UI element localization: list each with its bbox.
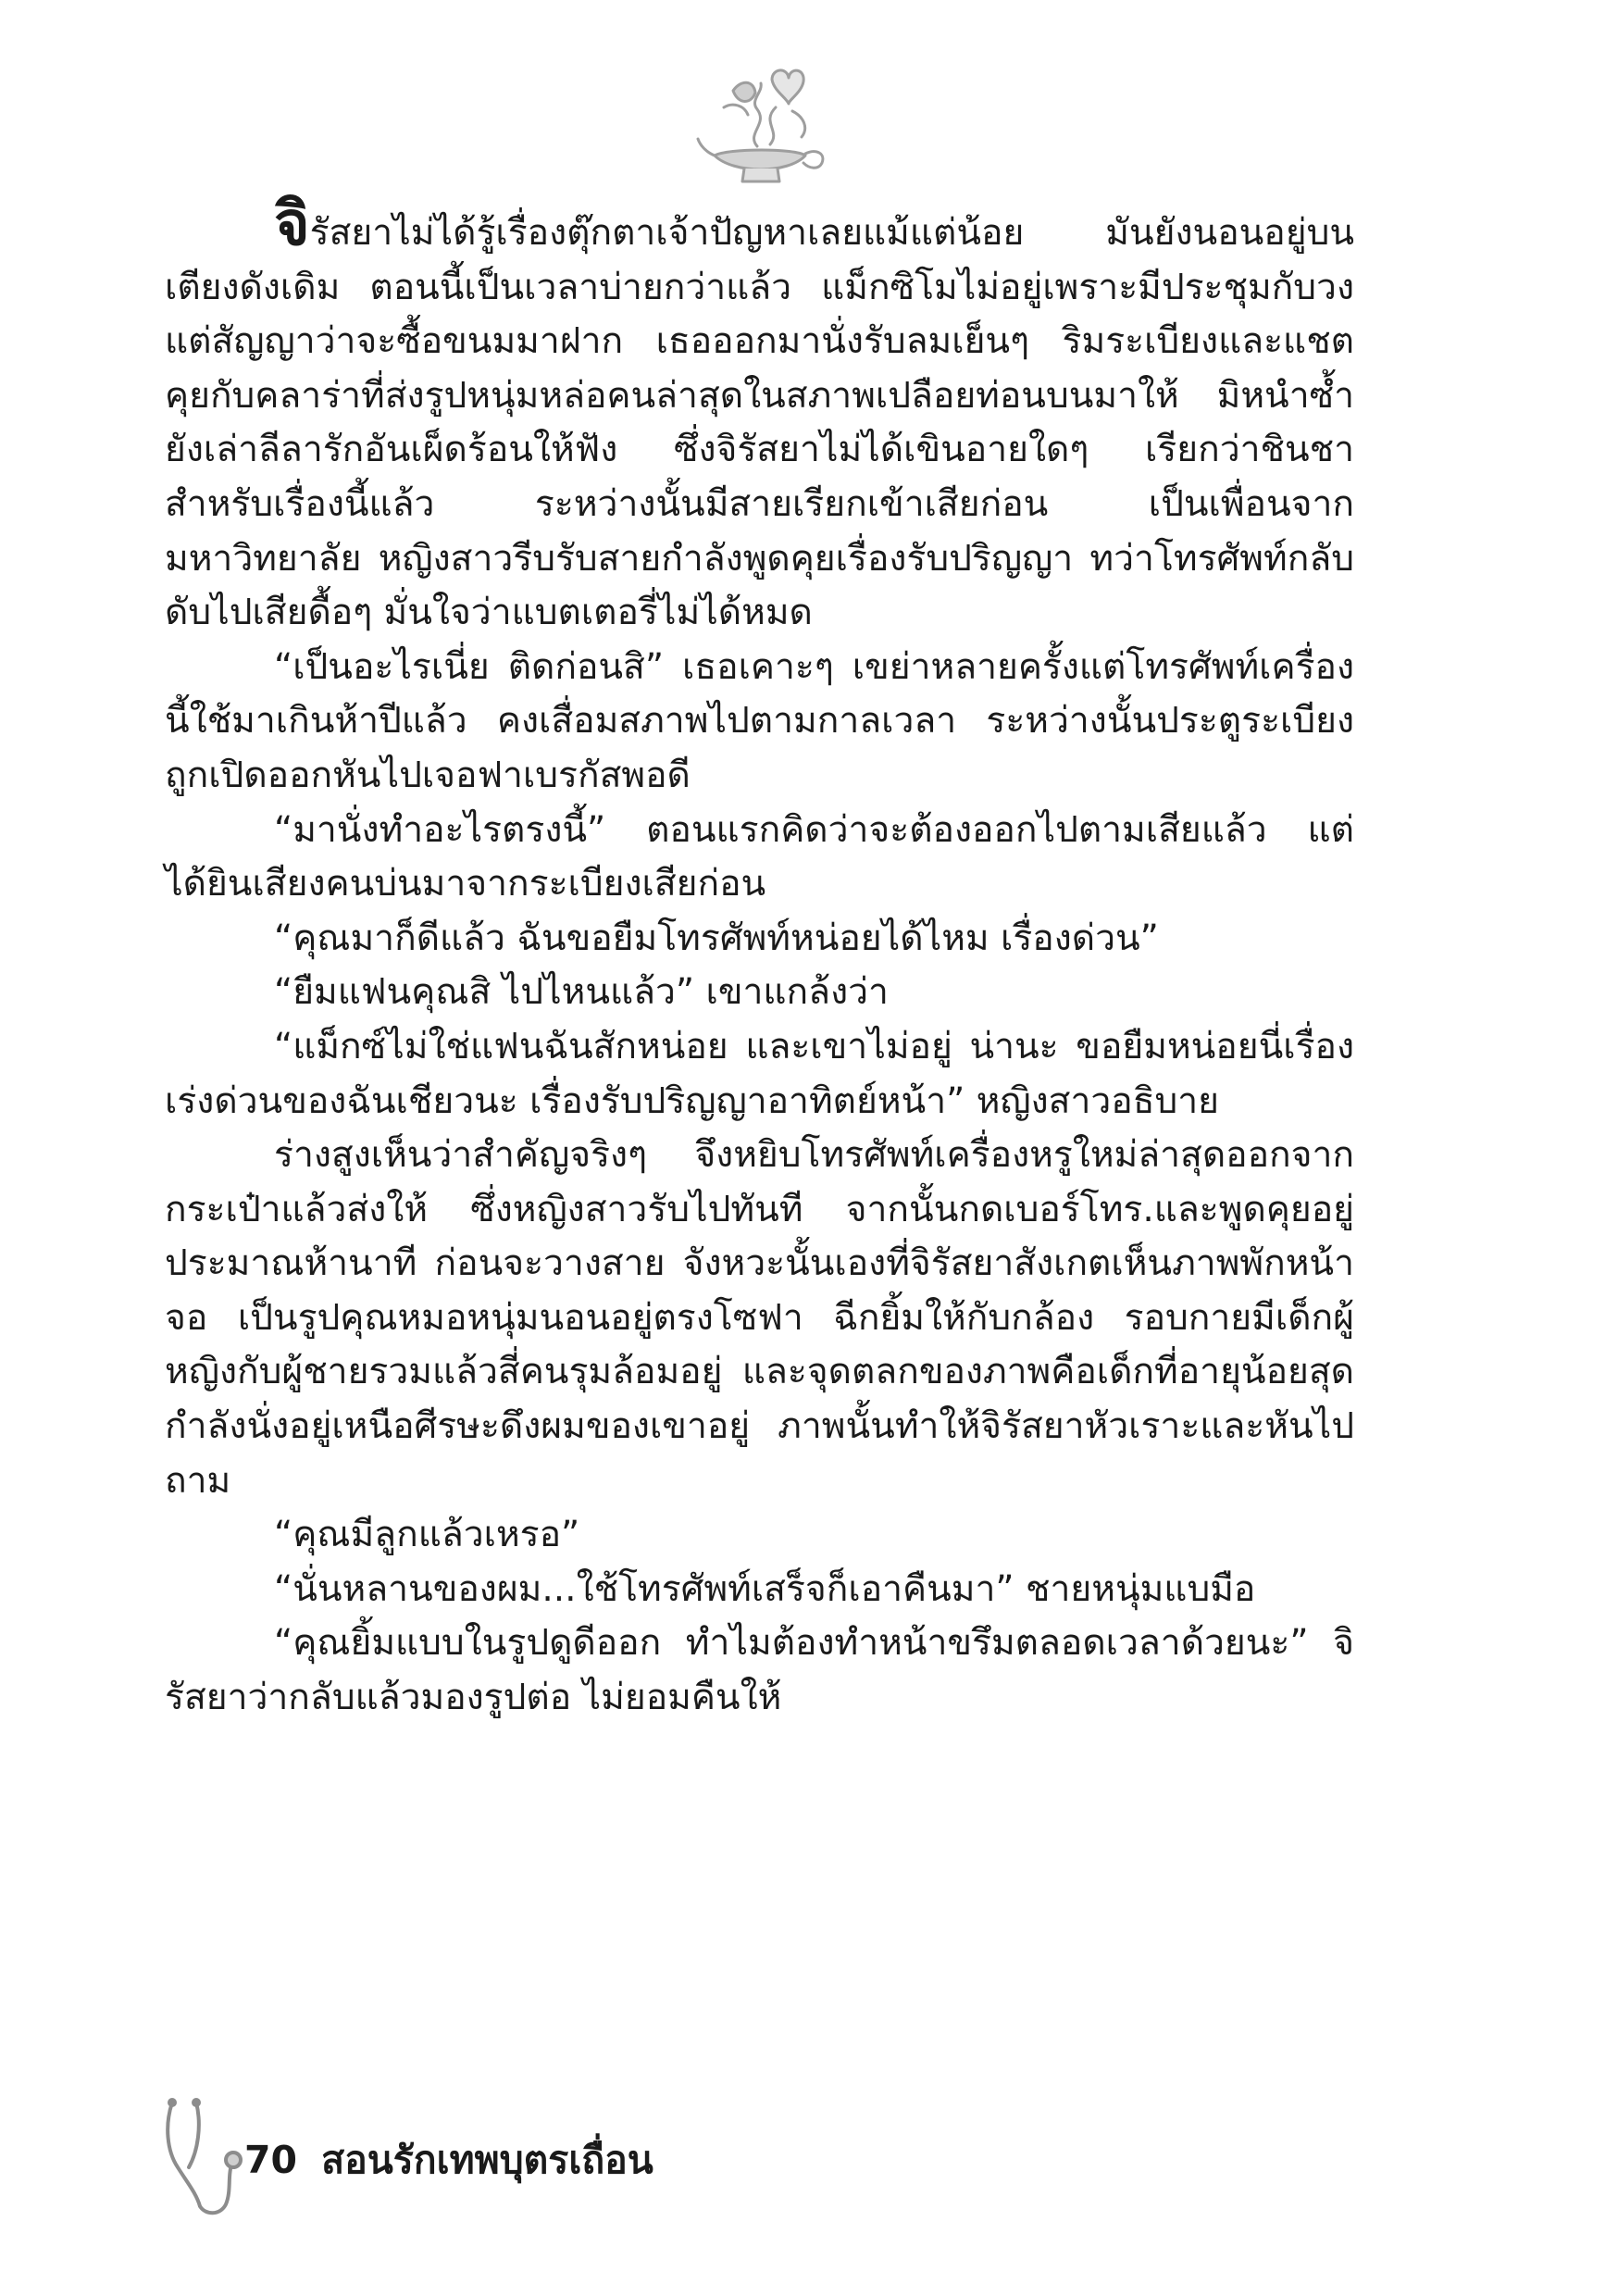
- book-title: สอนรักเทพบุตรเถื่อน: [321, 2138, 653, 2182]
- page-footer: [159, 2097, 900, 2217]
- paragraph-9: “นั่นหลานของผม...ใช้โทรศัพท์เสร็จก็เอาคืนมา” ชายหนุ่มแบมือ: [274, 1567, 1256, 1610]
- page-number: 70: [244, 2138, 298, 2182]
- paragraph-2: “เป็นอะไรเนี่ย ติดก่อนสิ” เธอเคาะๆ เขย่าหลายครั้งแต่โทรศัพท์เครื่องนี้ใช้มาเกินห้าปีแล้ว คงเสื่อมสภาพไปตามกาลเวลา ระหว่างนั้นประตูระเบียงถูกเปิดออกหันไปเจอฟาเบรกัสพอดี: [165, 645, 1354, 796]
- body-text: [165, 188, 1354, 1726]
- lamp-cherub-ornament-icon: [696, 52, 835, 191]
- paragraph-1-text: รัสยาไม่ได้รู้เรื่องตุ๊กตาเจ้าปัญหาเลยแม้แต่น้อย มันยังนอนอยู่บนเตียงดังเดิม ตอนนี้เป็นเวลาบ่ายกว่าแล้ว แม็กซิโมไม่อยู่เพราะมีประชุมกับวง แต่สัญญาว่าจะซื้อขนมมาฝาก เธอออกมานั่งรับลมเย็นๆ ริมระเบียงและแชตคุยกับคลาร่าที่ส่งรูปหนุ่มหล่อคนล่าสุดในสภาพเปลือยท่อนบนมาให้ มิหนำซ้ำยังเล่าลีลารักอันเผ็ดร้อนให้ฟัง ซึ่งจิรัสยาไม่ได้เขินอายใดๆ เรียกว่าชินชาสำหรับเรื่องนี้แล้ว ระหว่างนั้นมีสายเรียกเข้าเสียก่อน เป็นเพื่อนจากมหาวิทยาลัย หญิงสาวรีบรับสายกำลังพูดคุยเรื่องรับปริญญา ทว่าโทรศัพท์กลับดับไปเสียดื้อๆ มั่นใจว่าแบตเตอรี่ไม่ได้หมด: [165, 212, 1354, 634]
- paragraph-4: “คุณมาก็ดีแล้ว ฉันขอยืมโทรศัพท์หน่อยได้ไหม เรื่องด่วน”: [274, 917, 1159, 959]
- paragraph-5: “ยืมแฟนคุณสิ ไปไหนแล้ว” เขาแกล้งว่า: [274, 971, 889, 1014]
- drop-cap: จิ: [274, 188, 310, 259]
- paragraph-1: [165, 188, 1354, 641]
- paragraph-6: “แม็กซ์ไม่ใช่แฟนฉันสักหน่อย และเขาไม่อยู่ น่านะ ขอยืมหน่อยนี่เรื่องเร่งด่วนของฉันเชียวนะ เรื่องรับปริญญาอาทิตย์หน้า” หญิงสาวอธิบาย: [165, 1025, 1354, 1122]
- folio: [244, 2134, 653, 2186]
- paragraph-3: “มานั่งทำอะไรตรงนี้” ตอนแรกคิดว่าจะต้องออกไปตามเสียแล้ว แต่ได้ยินเสียงคนบ่นมาจากระเบียงเสียก่อน: [165, 808, 1354, 905]
- stethoscope-icon: [159, 2097, 252, 2217]
- paragraph-8: “คุณมีลูกแล้วเหรอ”: [274, 1514, 580, 1556]
- paragraph-10: “คุณยิ้มแบบในรูปดูดีออก ทำไมต้องทำหน้าขรึมตลอดเวลาด้วยนะ” จิรัสยาว่ากลับแล้วมองรูปต่อ ไม่ยอมคืนให้: [165, 1622, 1354, 1719]
- paragraph-7: ร่างสูงเห็นว่าสำคัญจริงๆ จึงหยิบโทรศัพท์เครื่องหรูใหม่ล่าสุดออกจากกระเป๋าแล้วส่งให้ ซึ่งหญิงสาวรับไปทันที จากนั้นกดเบอร์โทร.และพูดคุยอยู่ประมาณห้านาที ก่อนจะวางสาย จังหวะนั้นเองที่จิรัสยาสังเกตเห็นภาพพักหน้าจอ เป็นรูปคุณหมอหนุ่มนอนอยู่ตรงโซฟา ฉีกยิ้มให้กับกล้อง รอบกายมีเด็กผู้หญิงกับผู้ชายรวมแล้วสี่คนรุมล้อมอยู่ และจุดตลกของภาพคือเด็กที่อายุน้อยสุดกำลังนั่งอยู่เหนือศีรษะดึงผมของเขาอยู่ ภาพนั้นทำให้จิรัสยาหัวเราะและหันไปถาม: [165, 1134, 1354, 1502]
